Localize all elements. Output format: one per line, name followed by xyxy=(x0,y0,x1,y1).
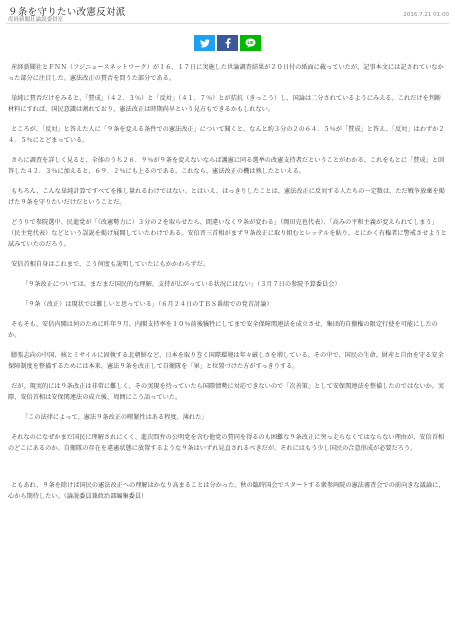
quote-paragraph: 「９条（改正）は現状では難しいと思っている」（６月２４日のＴＢＳ番組での党首討論） xyxy=(22,301,273,308)
paragraph: 単純に賛否だけをみると、「賛成」（４２．３％）と「反対」（４１．７％）とが拮抗（きっこう）し、国論は二分されているようにみえる。これだけを判断材料にすれば、国民意識は割れており、憲法改正は時期尚早という見方もできるかもしれない。 xyxy=(8,95,442,113)
paragraph: どうりで参院選中、民進党が「（改憲勢力に）３分の２を取らせたら、間違いなく９条が変わる」（岡田克也代表）、「高みの平和主義が変えられてしまう」（民主党代表）などという誤説を掲げ展開していたわけである。安倍晋三首相がまず９条改正に取り組むとレッテルを貼り、とにかく有権者に警戒させようと試みていたのだろう。 xyxy=(8,219,447,248)
paragraph: もちろん、こんな単純計算ですべてを推し量れるわけではない。とはいえ、はっきりしたことは、憲法改正に反対する人たちの一定数は、ただ戦争放棄を掲げた９条を守りたいだけだということだ。 xyxy=(8,188,445,206)
article-body xyxy=(8,62,447,511)
publish-date: 2016.7.21 01:00 xyxy=(403,12,449,18)
quote-paragraph: 「９条改正については、まだまだ国民的な理解、支持が広がっている状況にはない」（３月７日の参院予算委員会） xyxy=(22,281,341,288)
paragraph: だが、現実的には９条改正は非常に難しく、その実現を待っていたら国際情勢に対応できないので「次善策」として安保関連法を整備したのではないか。実際、安倍首相は安保関連法の成立後、周囲にこう語っていた。 xyxy=(8,383,445,401)
facebook-f-icon xyxy=(225,38,231,48)
quote-paragraph: 「この法律によって、憲法９条改正の喫緊性はある程度、薄れた」 xyxy=(22,414,208,421)
paragraph: ともあれ、９条を除けば国民の憲法改正への理解はかなり高まることは分かった。秋の臨時国会でスタートする衆参両院の憲法審査会での前向きな議論に、心から期待したい。（論説委員兼政治部編集委員） xyxy=(8,482,445,500)
paragraph: そもそも、安倍内閣は何のために昨年９月、内閣支持率を１０％前後犠牲にしてまで安全保障関連法を成立させ、集団的自衛権の限定行使を可能にしたのか。 xyxy=(8,321,438,339)
share-buttons xyxy=(194,35,261,51)
title-divider xyxy=(6,23,449,24)
line-icon xyxy=(245,38,256,48)
twitter-share-button[interactable] xyxy=(194,35,215,51)
facebook-share-button[interactable] xyxy=(217,35,238,51)
paragraph: さらに調査を詳しく見ると、全体のうち２６．９％が９条を変えないならば護憲に同る選挙の改憲支持者だということがわかる。これをもとに「賛成」と回答した４２．３％に加えると、６９．２％にも上るのである。これなら、憲法改正の機は熟したといえる。 xyxy=(8,157,445,175)
paragraph: ところが、「反対」と答えた人に「９条を変える条件での憲法改正」について聞くと、なんと約３分の２の６４．５％が「賛成」と答え、「反対」はわずか２４．５％にとどまっている。 xyxy=(8,126,445,144)
article-title: ９条を守りたい改憲反対派 xyxy=(8,7,126,18)
twitter-bird-icon xyxy=(200,39,210,48)
paragraph: 膨張志向の中国、核とミサイルに固執する北朝鮮など、日本を取り巻く国際環境は年々厳しさを増している。その中で、国民の生命、財産と自由を守る安全保障制度を整備するためには本来、憲法９条を改正して自衛隊を「軍」と位置づけた方がすっきりする。 xyxy=(8,352,444,370)
paragraph: 安倍首相自身はこれまで、こう何度も説明していたにもかかわらずだ。 xyxy=(11,261,209,268)
paragraph: それなのになぜかまだ国民に理解されにくく、進次問弁の公明党を含む他党の賛同を得るのも困難な９条改正に突っ走らなくてはならない理由が、安倍首相のどこにあるのか。自衛隊の存在を違憲状態に放置するような９条はいずれ見直されるべきだが、それにはもう少し国民の合意形成が必要だろう。 xyxy=(8,434,445,452)
author-byline: 産経新聞社論説委員室 xyxy=(8,17,64,23)
line-share-button[interactable] xyxy=(240,35,261,51)
paragraph: 産経新聞社とＦＮＮ（フジニュースネットワーク）が１６、１７日に実施した世論調査結果が２０日付の紙面に載っていたが、記事本文には記されていなかった部分に注目した。憲法改正の賛否を問うた部分である。 xyxy=(8,64,444,82)
